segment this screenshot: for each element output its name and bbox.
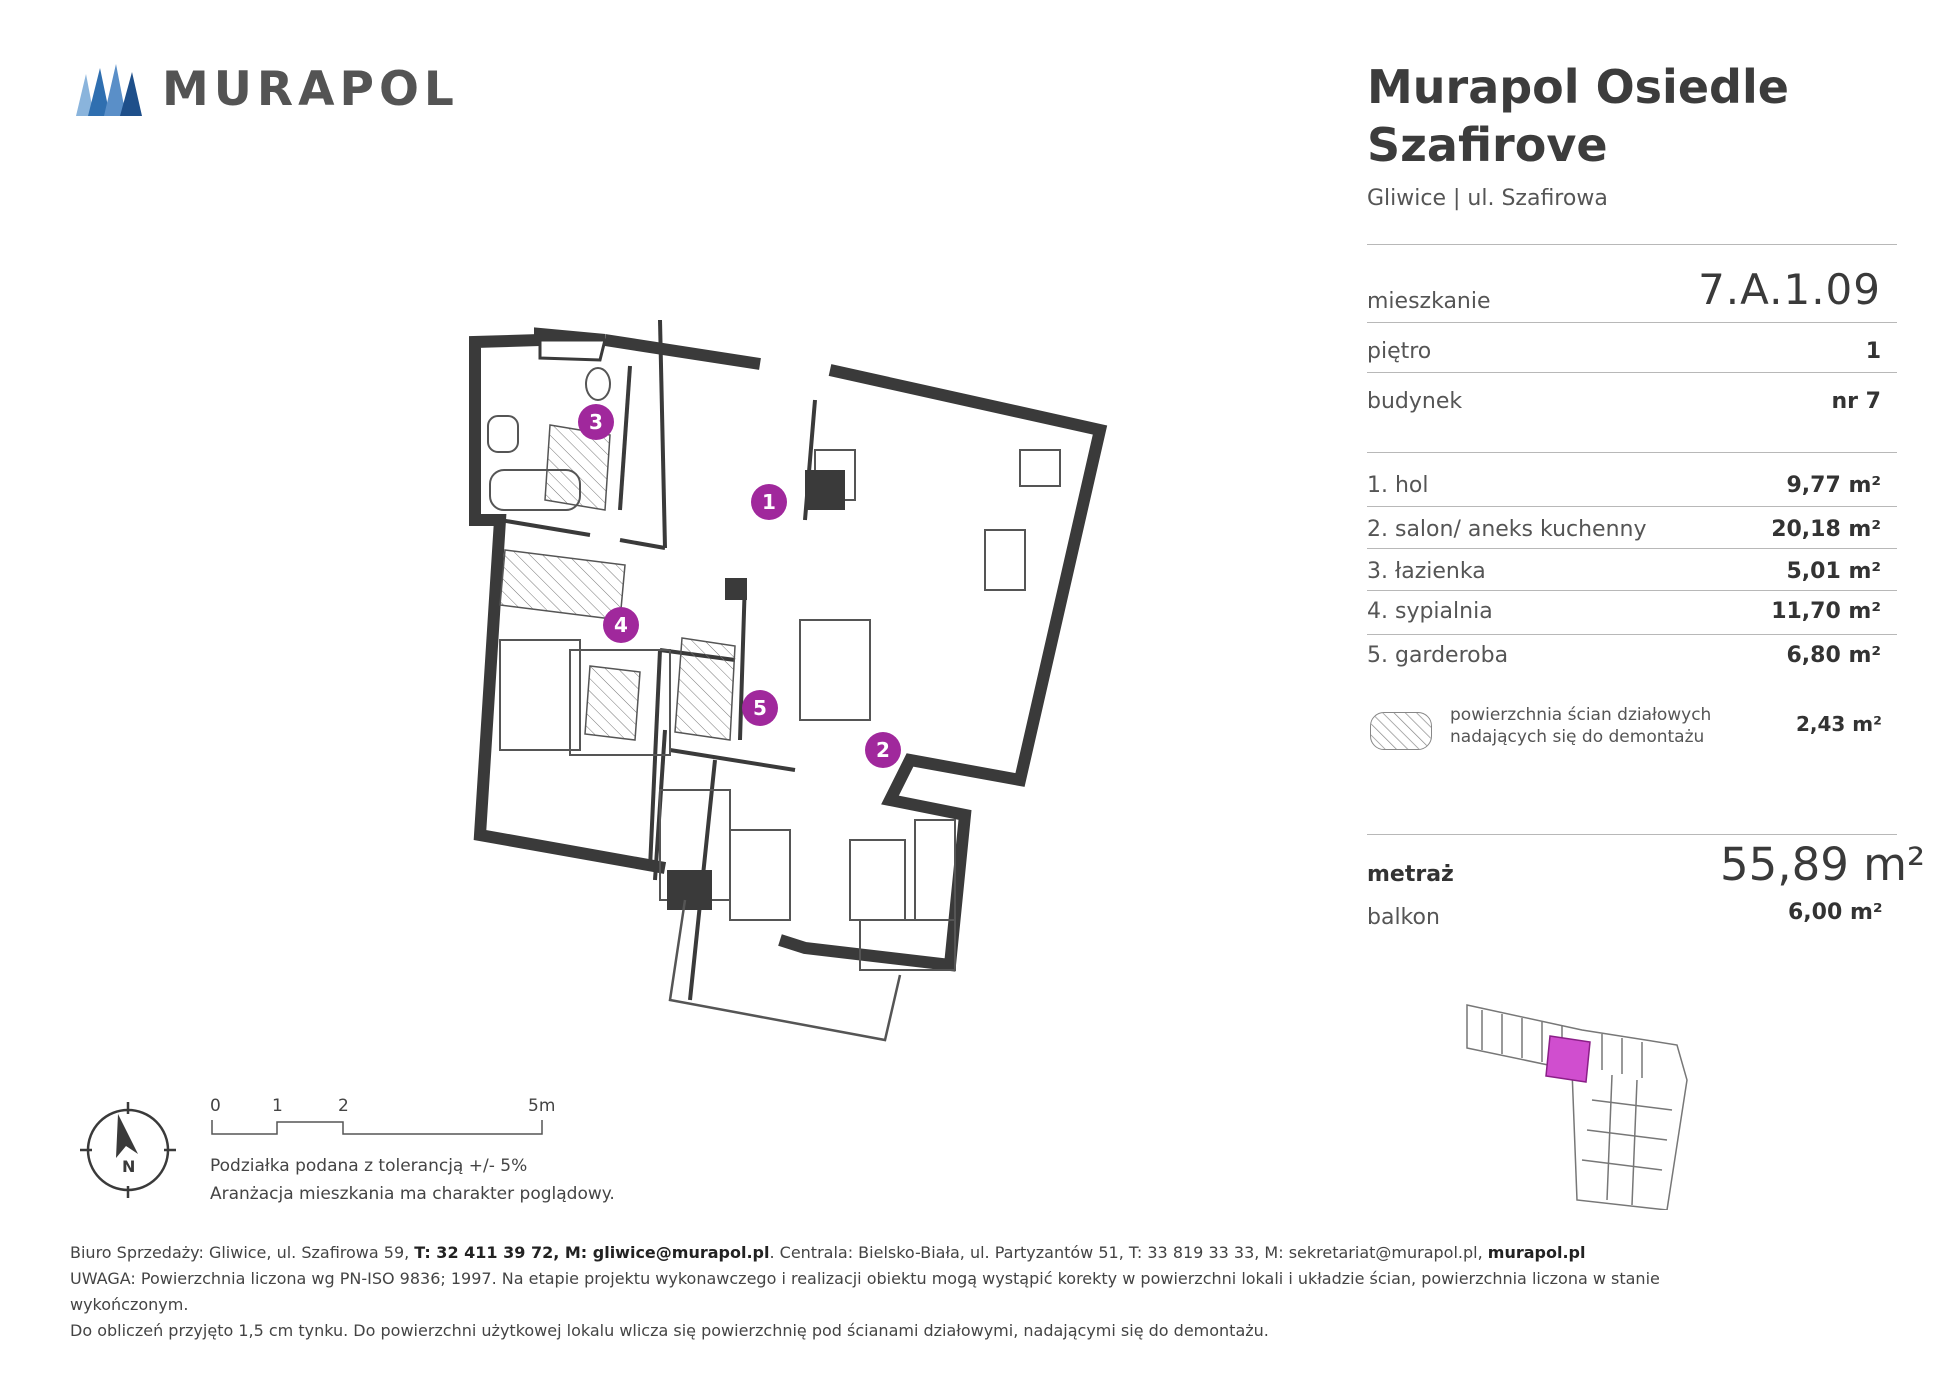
divider (1367, 452, 1897, 453)
total-area-label: metraż (1367, 862, 1454, 887)
footer-line-note: UWAGA: Powierzchnia liczona wg PN-ISO 9836; 1997. Na etapie projektu wykonawczego i realizacji obiektu mogą wystąpić korekty w powierzchni lokali i układzie ścian, powierzchnia liczona w stanie (70, 1269, 1660, 1288)
balcony-value: 6,00 m² (1788, 900, 1883, 925)
interior-walls (500, 320, 815, 1000)
compass-north-label: N (122, 1157, 136, 1176)
website-link[interactable]: murapol.pl (1487, 1243, 1586, 1262)
removable-walls (500, 425, 735, 740)
removable-walls-label: powierzchnia ścian działowych nadających się do demontażu (1450, 705, 1712, 747)
shaft (805, 470, 845, 510)
building-label: budynek (1367, 389, 1463, 414)
footer-text (70, 1240, 1870, 1344)
shaft (667, 870, 712, 910)
divider (1367, 372, 1897, 373)
room-area: 5,01 m² (1786, 559, 1881, 584)
building-row (1367, 380, 1897, 414)
room-marker-5: 5 (753, 696, 767, 720)
total-area-value: 55,89 m² (1720, 838, 1926, 891)
divider (1367, 548, 1897, 549)
scale-bar (200, 1096, 560, 1136)
room-marker-2: 2 (876, 738, 890, 762)
project-address: Gliwice | ul. Szafirowa (1367, 186, 1608, 211)
room-marker-3: 3 (589, 410, 603, 434)
room-row (1367, 590, 1897, 624)
room-label: 2. salon/ aneks kuchenny (1367, 517, 1647, 542)
apartment-number-row (1367, 262, 1897, 314)
brand-name: MURAPOL (162, 62, 459, 117)
room-row (1367, 634, 1897, 668)
building-value: nr 7 (1831, 389, 1881, 414)
scale-tick-label: 2 (338, 1096, 349, 1116)
floor-row (1367, 330, 1897, 364)
footer-line-note: Do obliczeń przyjęto 1,5 cm tynku. Do powierzchni użytkowej lokalu wlicza się powierzchnię pod ścianami działowymi, nadającymi się do demontażu. (70, 1321, 1269, 1340)
footer-line-note: wykończonym. (70, 1295, 189, 1314)
scale-tick-label: 0 (210, 1096, 221, 1116)
floor-label: piętro (1367, 339, 1432, 364)
shaft (725, 578, 747, 600)
room-marker-1: 1 (762, 490, 776, 514)
room-marker-4: 4 (614, 613, 628, 637)
scale-tick-label: 1 (272, 1096, 283, 1116)
arrangement-note: Aranżacja mieszkania ma charakter poglądowy. (210, 1184, 615, 1204)
removable-walls-swatch (1370, 712, 1432, 750)
room-area: 6,80 m² (1786, 643, 1881, 668)
room-row (1367, 464, 1897, 498)
footer-line-contact: Biuro Sprzedaży: Gliwice, ul. Szafirowa 59, T: 32 411 39 72, M: gliwice@murapol.pl. Centrala: Bielsko-Biała, ul. Partyzantów 51, T: 33 819 33 33, M: sekretariat@murapol.pl, murapol.pl (70, 1243, 1586, 1262)
divider (1367, 834, 1897, 835)
scale-tick-label: 5m (528, 1096, 556, 1116)
project-title-line2: Szafirove (1367, 118, 1608, 172)
murapol-logo-icon (76, 64, 142, 116)
room-area: 9,77 m² (1786, 473, 1881, 498)
murapol-logo (76, 62, 459, 117)
project-title-line1: Murapol Osiedle (1367, 60, 1789, 114)
room-label: 3. łazienka (1367, 559, 1486, 584)
scale-note: Podziałka podana z tolerancją +/- 5% (210, 1156, 528, 1176)
divider (1367, 322, 1897, 323)
divider (1367, 244, 1897, 245)
room-label: 4. sypialnia (1367, 599, 1493, 624)
apartment-number: 7.A.1.09 (1698, 265, 1881, 314)
floor-value: 1 (1865, 339, 1881, 364)
room-row (1367, 508, 1897, 542)
balcony-label: balkon (1367, 905, 1440, 930)
compass-icon (78, 1100, 178, 1200)
room-label: 5. garderoba (1367, 643, 1509, 668)
room-area: 11,70 m² (1771, 599, 1881, 624)
floor-plan (460, 320, 1120, 1080)
highlighted-unit (1546, 1036, 1590, 1082)
building-key-plan (1462, 1000, 1702, 1210)
apartment-label: mieszkanie (1367, 289, 1491, 314)
room-label: 1. hol (1367, 473, 1429, 498)
room-area: 20,18 m² (1771, 517, 1881, 542)
divider (1367, 506, 1897, 507)
room-row (1367, 550, 1897, 584)
removable-walls-area: 2,43 m² (1796, 712, 1882, 736)
